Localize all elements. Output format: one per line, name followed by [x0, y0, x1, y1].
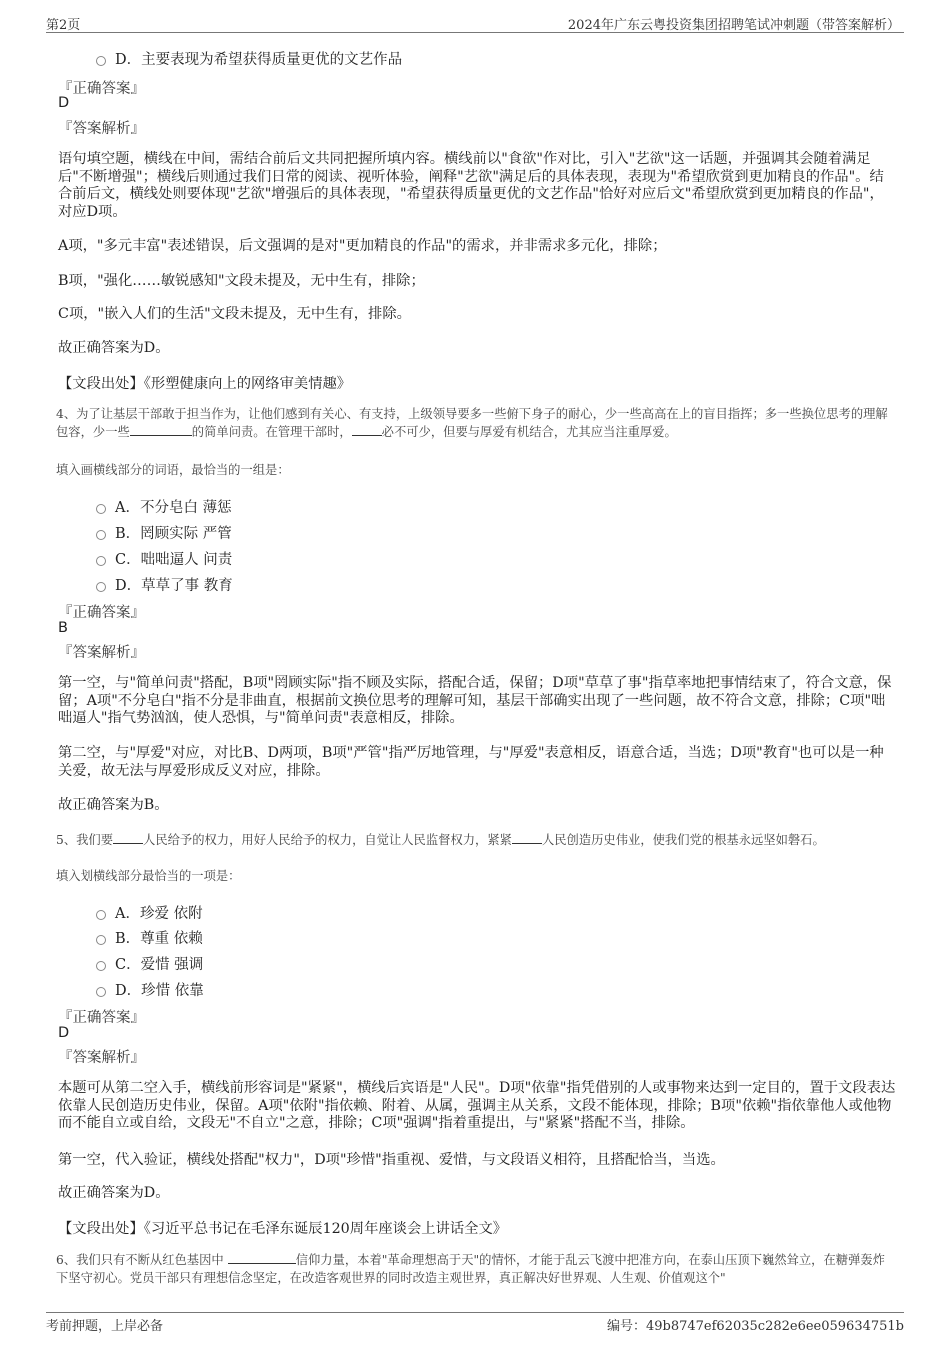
radio-icon[interactable]	[96, 530, 106, 540]
q3-analysis-paragraph: C项，"嵌入人们的生活"文段未提及，无中生有，排除。	[58, 306, 411, 322]
q3-analysis-paragraph: 语句填空题，横线在中间，需结合前后文共同把握所填内容。横线前以"食欲"作对比，引入"艺欲"这一话题，并强调其会随着满足后"不断增强"；横线后则通过我们日常的阅读、视听体验，阐释"艺欲"满足后的具体表现，表现为"希望欣赏到更加精良的作品"。结合前后文，横线处则要体现"艺欲"增强后的具体表现，"希望获得质量更优的文艺作品"恰好对应后文"希望欣赏到更加精良的作品"，对应D项。	[58, 151, 884, 220]
q5-correct-answer-value: D	[58, 1025, 70, 1041]
document-title: 2024年广东云粤投资集团招聘笔试冲刺题（带答案解析）	[567, 18, 900, 33]
q5-blank-2	[512, 843, 542, 844]
q5-option-a[interactable]: A．珍爱 依附	[96, 902, 203, 923]
q5-analysis-paragraph: 第一空，代入验证，横线处搭配"权力"，D项"珍惜"指重视、爱惜，与文段语义相符，且搭配恰当，当选。	[58, 1152, 725, 1168]
q4-option-a[interactable]: A．不分皂白 薄惩	[96, 496, 232, 517]
radio-icon[interactable]	[96, 910, 106, 920]
q5-analysis-label: 『答案解析』	[58, 1050, 145, 1066]
q5-option-b[interactable]: B．尊重 依赖	[96, 927, 203, 948]
q4-option-c[interactable]: C．咄咄逼人 问责	[96, 548, 232, 569]
q5-correct-answer-label: 『正确答案』	[58, 1010, 145, 1026]
q5-analysis-paragraph: 本题可从第二空入手，横线前形容词是"紧紧"，横线后宾语是"人民"。D项"依靠"指凭借别的人或事物来达到一定目的，置于文段表达依靠人民创造历史伟业，保留。A项"依附"指依赖、附着、从属，强调主从关系，文段不能体现，排除；B项"依赖"指依靠他人或他物而不能自立或自给，文段无"不自立"之意，排除；C项"强调"指着重提出，与"紧紧"搭配不当，排除。	[58, 1080, 896, 1131]
q4-analysis-paragraph: 第二空，与"厚爱"对应，对比B、D两项，B项"严管"指严厉地管理，与"厚爱"表意相反，语意合适，当选；D项"教育"也可以是一种关爱，故无法与厚爱形成反义对应，排除。	[58, 745, 884, 779]
q3-source: 【文段出处】《形塑健康向上的网络审美情趣》	[58, 376, 352, 392]
radio-icon[interactable]	[96, 556, 106, 566]
q4-analysis-paragraph: 故正确答案为B。	[58, 797, 169, 813]
q5-fill-prompt: 填入划横线部分最恰当的一项是：	[56, 869, 241, 883]
q3-analysis-paragraph: 故正确答案为D。	[58, 340, 170, 356]
q4-analysis-label: 『答案解析』	[58, 645, 145, 661]
q5-option-c[interactable]: C．爱惜 强调	[96, 953, 203, 974]
page-footer	[46, 1312, 904, 1335]
q4-blank-2	[352, 435, 382, 436]
page-number: 第2页	[46, 18, 81, 33]
q4-fill-prompt: 填入画横线部分的词语，最恰当的一组是：	[56, 463, 290, 477]
q4-option-b[interactable]: B．罔顾实际 严管	[96, 522, 232, 543]
radio-icon[interactable]	[96, 961, 106, 971]
q4-option-d[interactable]: D．草草了事 教育	[96, 574, 233, 595]
page-header	[46, 12, 904, 33]
q3-analysis-label: 『答案解析』	[58, 121, 145, 137]
q3-analysis-paragraph: B项，"强化……敏锐感知"文段未提及，无中生有，排除；	[58, 273, 425, 289]
footer-slogan: 考前押题，上岸必备	[46, 1319, 164, 1334]
q3-correct-answer-value: D	[58, 95, 70, 111]
q6-stem: 6、我们只有不断从红色基因中 信仰力量，本着"革命理想高于天"的情怀，才能于乱云飞渡中把准方向，在泰山压顶下巍然耸立，在糖弹轰炸下坚守初心。党员干部只有理想信念坚定，在改造客观世界的同时改造主观世界，真正解决好世界观、人生观、价值观这个"	[56, 1253, 885, 1285]
q3-option-d[interactable]	[96, 48, 402, 69]
q5-blank-1	[113, 843, 143, 844]
q6-blank-1	[228, 1263, 296, 1264]
q4-blank-1	[130, 435, 192, 436]
radio-icon[interactable]	[96, 987, 106, 997]
q3-analysis-paragraph: A项，"多元丰富"表述错误，后文强调的是对"更加精良的作品"的需求，并非需求多元化，排除；	[58, 238, 667, 254]
q3-correct-answer-label: 『正确答案』	[58, 81, 145, 97]
q5-option-d[interactable]: D．珍惜 依靠	[96, 979, 204, 1000]
q4-correct-answer-value: B	[58, 620, 68, 636]
q4-correct-answer-label: 『正确答案』	[58, 605, 145, 621]
document-id: 编号：49b8747ef62035c282e6ee059634751b	[606, 1319, 904, 1334]
radio-icon[interactable]	[96, 504, 106, 514]
radio-icon[interactable]	[96, 56, 106, 66]
q5-analysis-paragraph: 故正确答案为D。	[58, 1185, 170, 1201]
q5-source: 【文段出处】《习近平总书记在毛泽东诞辰120周年座谈会上讲话全文》	[58, 1221, 508, 1237]
q4-stem: 4、为了让基层干部敢于担当作为，让他们感到有关心、有支持，上级领导要多一些俯下身子的耐心，少一些高高在上的盲目指挥；多一些换位思考的理解包容，少一些 的简单问责。在管理干部时， 必不可少，但要与厚爱有机结合，尤其应当注重厚爱。	[56, 407, 888, 439]
radio-icon[interactable]	[96, 935, 106, 945]
q4-analysis-paragraph: 第一空，与"简单问责"搭配，B项"罔顾实际"指不顾及实际，搭配合适，保留；D项"草草了事"指草率地把事情结束了，符合文意，保留；A项"不分皂白"指不分是非曲直，根据前文换位思考的理解可知，基层干部确实出现了一些问题，故不符合文意，排除；C项"咄咄逼人"指气势汹汹，使人恐惧，与"简单问责"表意相反，排除。	[58, 675, 892, 726]
radio-icon[interactable]	[96, 582, 106, 592]
q5-stem: 5、我们要 人民给予的权力，用好人民给予的权力，自觉让人民监督权力，紧紧 人民创造历史伟业，使我们党的根基永远坚如磐石。	[56, 833, 825, 847]
option-label: D．主要表现为希望获得质量更优的文艺作品	[115, 52, 403, 68]
